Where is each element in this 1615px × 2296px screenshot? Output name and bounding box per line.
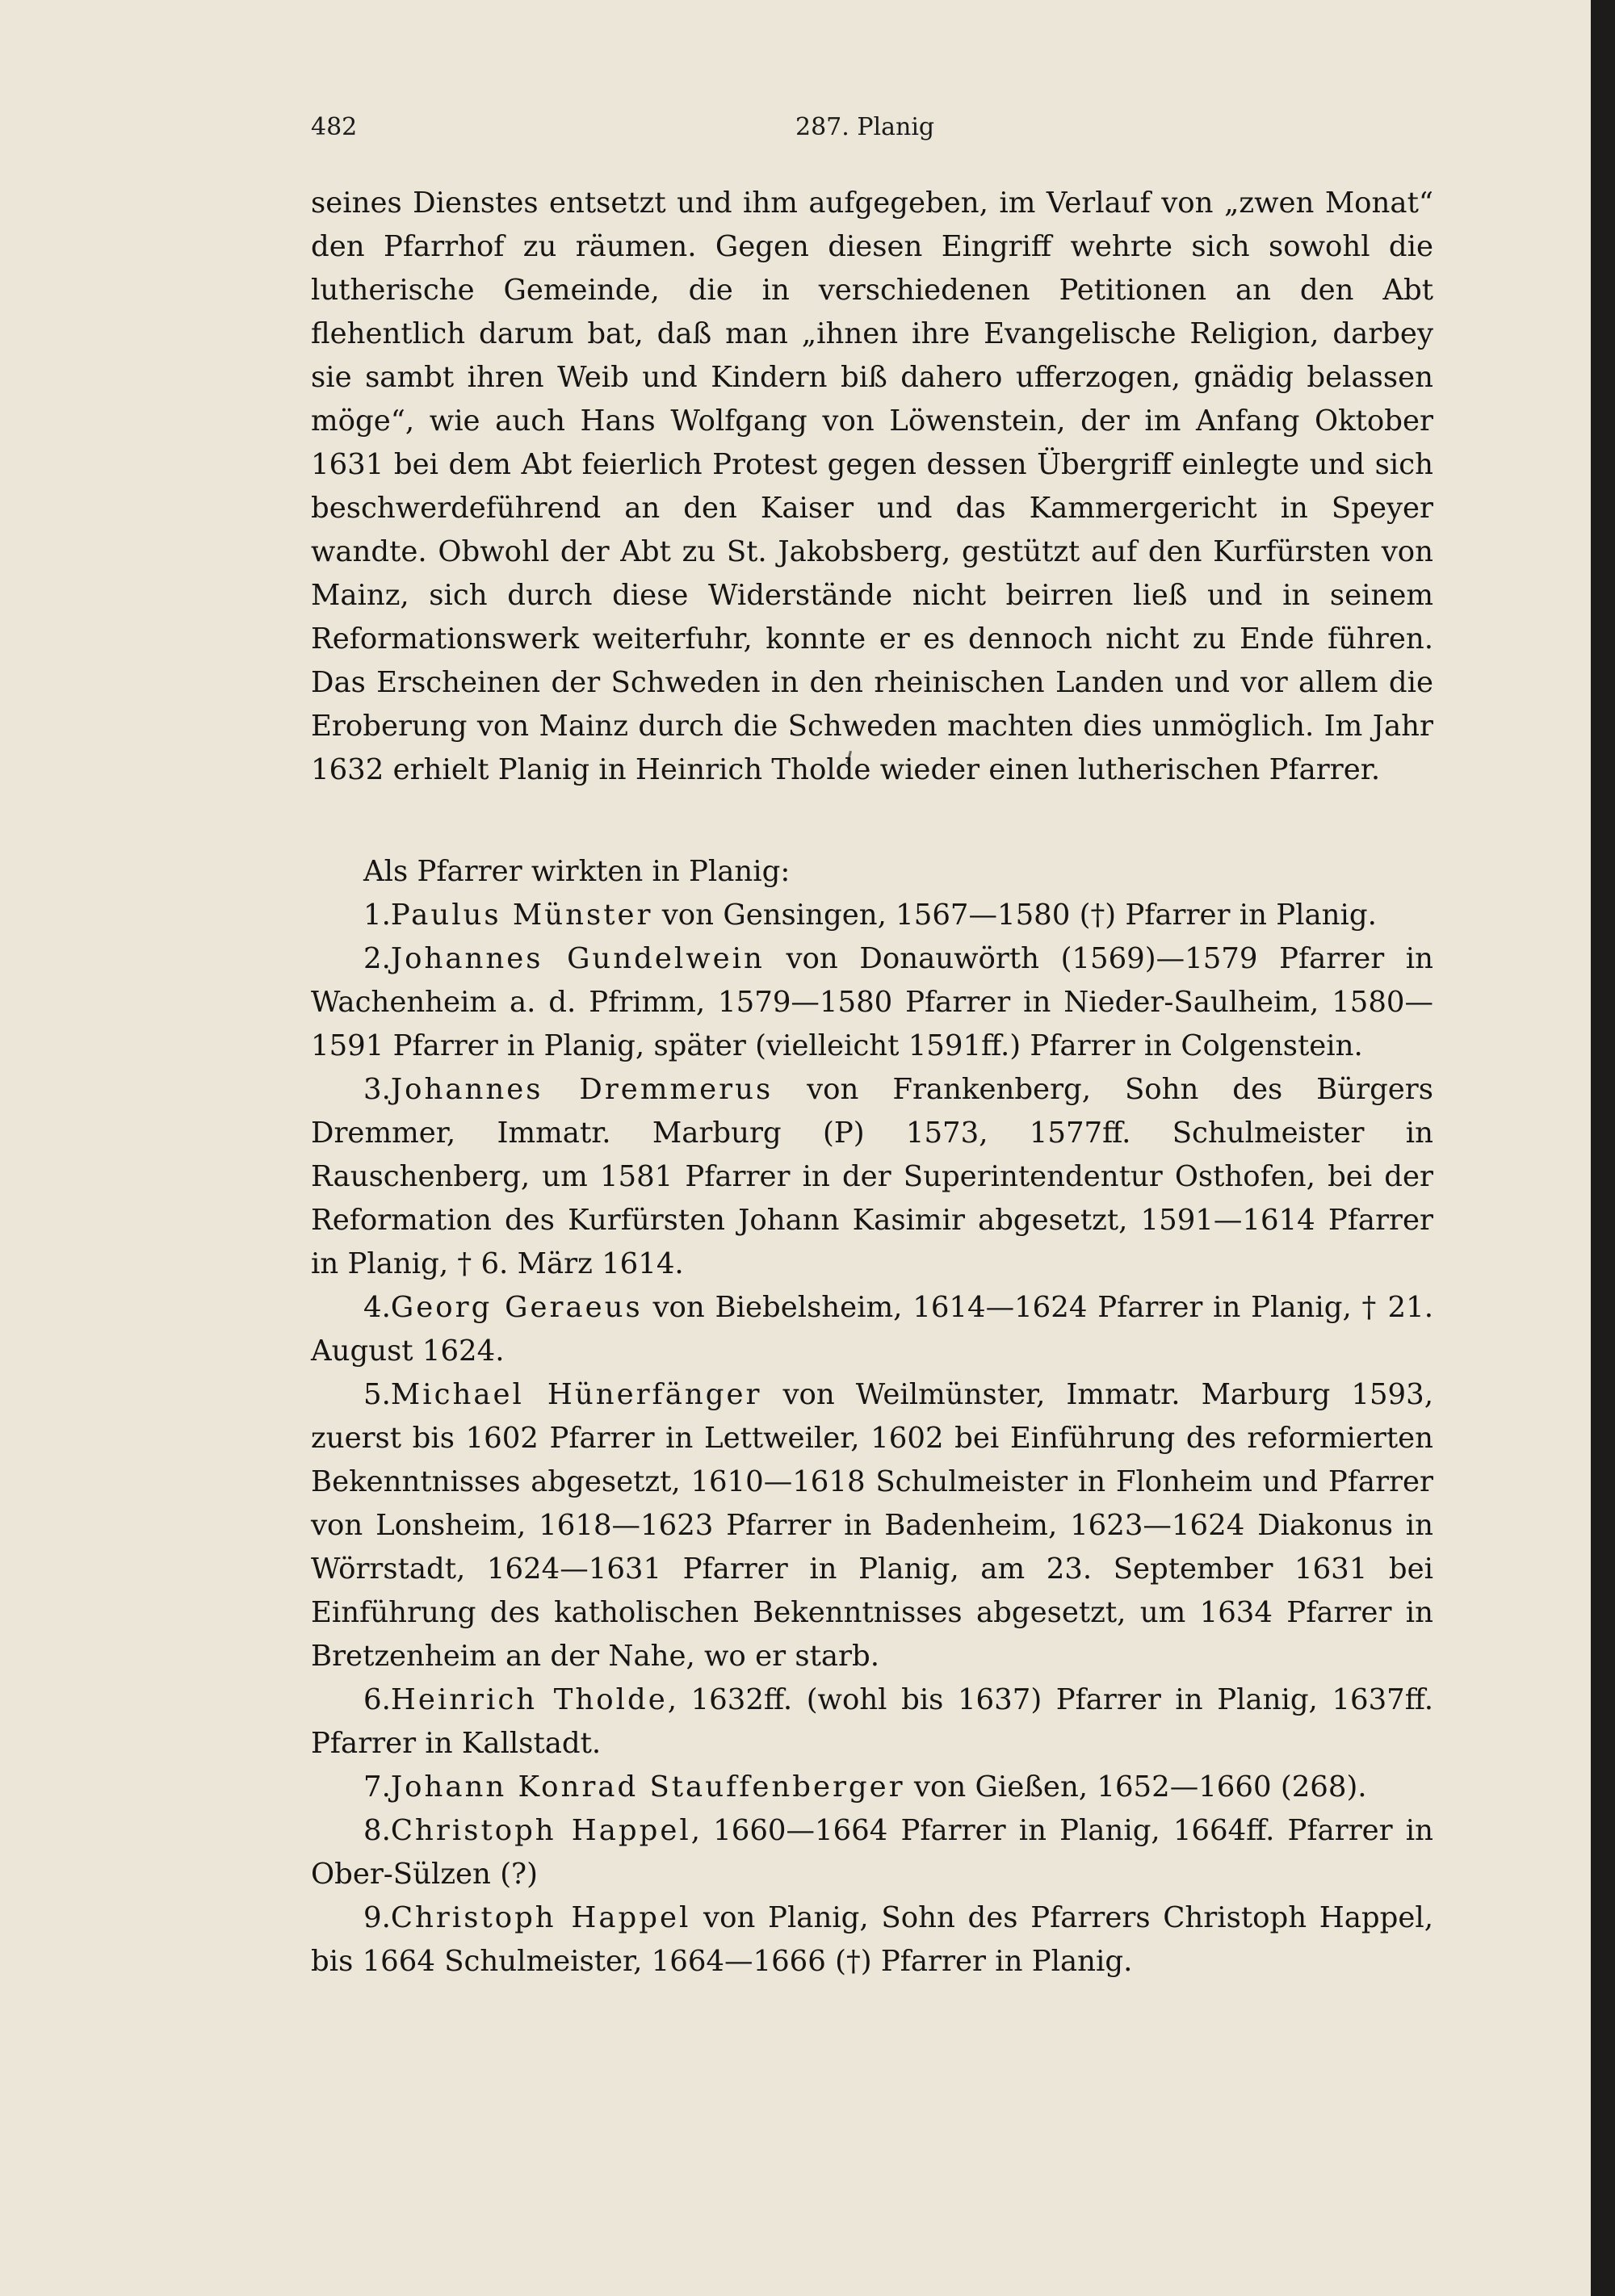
entry-name: Heinrich Tholde bbox=[390, 1683, 668, 1716]
entry-text: von Gießen, 1652—1660 (268). bbox=[904, 1770, 1367, 1804]
page-number: 482 bbox=[311, 113, 358, 141]
pastor-entry bbox=[311, 1373, 1433, 1678]
book-spine-edge bbox=[1591, 0, 1615, 2296]
entry-number: 6. bbox=[363, 1683, 391, 1716]
entry-name: Johann Konrad Stauffenberger bbox=[390, 1770, 905, 1804]
entry-number: 1. bbox=[363, 899, 391, 932]
pastor-entry bbox=[311, 894, 1433, 937]
entry-number: 4. bbox=[363, 1291, 391, 1324]
entry-text: , 1632ff. (wohl bis 1637) Pfarrer in Planig, 1637ff. Pfarrer in Kallstadt. bbox=[311, 1683, 1433, 1760]
entry-number: 5. bbox=[363, 1378, 391, 1411]
pastor-entry bbox=[311, 1809, 1433, 1896]
entry-text: von Donauwörth (1569)—1579 Pfarrer in Wachenheim a. d. Pfrimm, 1579—1580 Pfarrer in Nieder-Saulheim, 1580—1591 Pfarrer in Planig, später (vielleicht 1591ff.) Pfarrer in Colgenstein. bbox=[311, 942, 1434, 1062]
entry-text: von Planig, Sohn des Pfarrers Christoph Happel, bis 1664 Schulmeister, 1664—1666 (†) Pfarrer in Planig. bbox=[311, 1901, 1433, 1978]
entry-number: 3. bbox=[363, 1073, 391, 1106]
entry-number: 8. bbox=[363, 1814, 391, 1847]
pastor-entry bbox=[311, 1286, 1433, 1373]
pastor-entry bbox=[311, 1896, 1433, 1984]
entry-name: Johannes Gundelwein bbox=[390, 942, 765, 975]
entry-name: Michael Hünerfänger bbox=[390, 1378, 762, 1411]
entry-text: von Biebelsheim, 1614—1624 Pfarrer in Planig, † 21. August 1624. bbox=[311, 1291, 1433, 1368]
page-header bbox=[311, 113, 1433, 153]
body-paragraph bbox=[311, 182, 1433, 792]
pastor-entry bbox=[311, 1678, 1433, 1766]
entry-name: Johannes Dremmerus bbox=[390, 1073, 774, 1106]
entry-text: von Gensingen, 1567—1580 (†) Pfarrer in Planig. bbox=[652, 899, 1377, 932]
entry-text: von Weilmünster, Immatr. Marburg 1593, zuerst bis 1602 Pfarrer in Lettweiler, 1602 bei Einführung des reformierten Bekenntnisses abgesetzt, 1610—1618 Schulmeister in Flonheim und Pfarrer von Lonsheim, 1618—1623 Pfarrer in Badenheim, 1623—1624 Diakonus in Wörrstadt, 1624—1631 Pfarrer in Planig, am 23. September 1631 bei Einführung des katholischen Bekenntnisses abgesetzt, um 1634 Pfarrer in Bretzenheim an der Nahe, wo er starb. bbox=[311, 1378, 1434, 1673]
entry-number: 7. bbox=[363, 1770, 391, 1804]
body-paragraph-text: seines Dienstes entsetzt und ihm aufgegeben, im Verlauf von „zwen Monat“ den Pfarrhof zu räumen. Gegen diesen Eingriff wehrte sich sowohl die lutherische Gemeinde, die in verschiedenen Petitionen an den Abt flehentlich darum bat, daß man „ihnen ihre Evangelische Religion, darbey sie sambt ihren Weib und Kindern biß dahero ufferzogen, gnädig belassen möge“, wie auch Hans Wolfgang von Löwenstein, der im Anfang Oktober 1631 bei dem Abt feierlich Protest gegen dessen Übergriff einlegte und sich beschwerdeführend an den Kaiser und das Kammergericht in Speyer wandte. Obwohl der Abt zu St. Jakobsberg, gestützt auf den Kurfürsten von Mainz, sich durch diese Widerstände nicht beirren ließ und in seinem Reformationswerk weiterfuhr, konnte er es dennoch nicht zu Ende führen. Das Erscheinen der Schweden in den rheinischen Landen und vor allem die Eroberung von Mainz durch die Schweden machten dies unmöglich. Im Jahr 1632 erhielt Planig in Heinrich Tholde wieder einen lutherischen Pfarrer. bbox=[311, 186, 1433, 786]
running-title: 287. Planig bbox=[795, 113, 935, 141]
pastor-entry bbox=[311, 937, 1433, 1068]
entry-text: , 1660—1664 Pfarrer in Planig, 1664ff. Pfarrer in Ober-Sülzen (?) bbox=[311, 1814, 1434, 1891]
pastor-list bbox=[311, 850, 1433, 1984]
entry-text: von Frankenberg, Sohn des Bürgers Dremmer, Immatr. Marburg (P) 1573, 1577ff. Schulmeister in Rauschenberg, um 1581 Pfarrer in der Superintendentur Osthofen, bei der Reformation des Kurfürsten Johann Kasimir abgesetzt, 1591—1614 Pfarrer in Planig, † 6. März 1614. bbox=[311, 1073, 1433, 1280]
pastor-list-heading: Als Pfarrer wirkten in Planig: bbox=[363, 855, 791, 888]
entry-name: Paulus Münster bbox=[390, 899, 653, 932]
entry-number: 2. bbox=[363, 942, 391, 975]
entry-name: Christoph Happel bbox=[390, 1814, 691, 1847]
entry-name: Christoph Happel bbox=[390, 1901, 691, 1934]
pastor-entry bbox=[311, 1766, 1433, 1809]
pastor-entry bbox=[311, 1068, 1433, 1286]
entry-number: 9. bbox=[363, 1901, 391, 1934]
entry-name: Georg Geraeus bbox=[390, 1291, 643, 1324]
text-block bbox=[311, 182, 1433, 1984]
